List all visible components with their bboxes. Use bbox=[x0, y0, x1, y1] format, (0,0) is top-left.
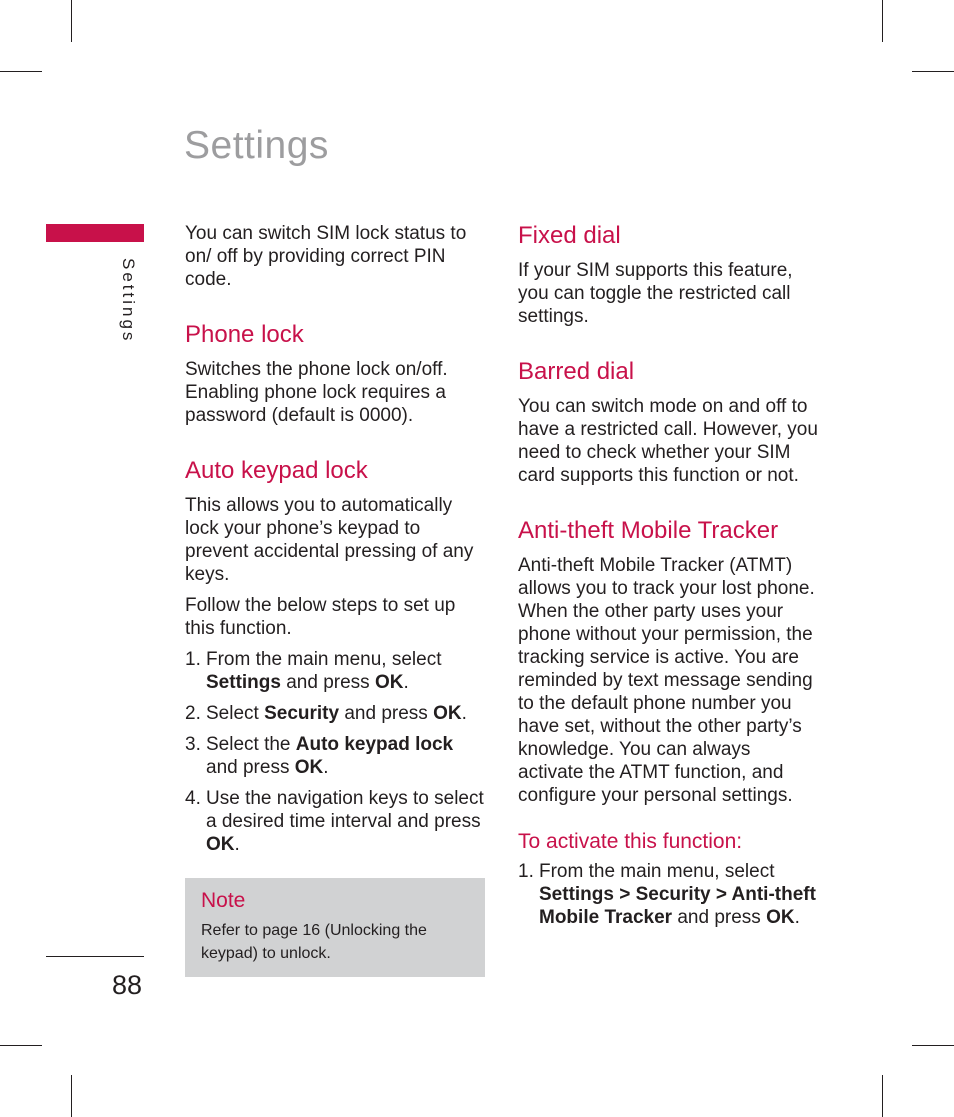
step-number: 4. bbox=[185, 788, 201, 809]
section-heading-barred-dial: Barred dial bbox=[518, 358, 635, 385]
step-text: . bbox=[403, 672, 409, 693]
step-number: 1. bbox=[518, 861, 534, 882]
crop-mark bbox=[912, 1045, 954, 1046]
step-text: and press bbox=[206, 757, 295, 778]
step-text: Use the navigation keys to select a desired time interval and press bbox=[206, 788, 484, 832]
section-heading-fixed-dial: Fixed dial bbox=[518, 222, 621, 249]
section-heading-auto-keypad-lock: Auto keypad lock bbox=[185, 457, 368, 484]
step-text: and press bbox=[280, 672, 375, 693]
step-number: 3. bbox=[185, 734, 201, 755]
footer-rule bbox=[46, 956, 144, 957]
step-text: . bbox=[234, 834, 240, 855]
step-text: Select the bbox=[206, 734, 296, 755]
activate-subheading: To activate this function: bbox=[518, 830, 743, 853]
note-box bbox=[185, 878, 485, 977]
right-column bbox=[518, 222, 818, 937]
step-item bbox=[185, 702, 485, 725]
left-column bbox=[185, 222, 485, 977]
step-item bbox=[518, 860, 818, 929]
barred-dial-text: You can switch mode on and off to have a restricted call. However, you need to check whether your SIM card supports this function or not. bbox=[518, 396, 818, 486]
step-text: . bbox=[461, 703, 467, 724]
step-number: 2. bbox=[185, 703, 201, 724]
key-term: OK bbox=[433, 703, 462, 724]
step-item bbox=[185, 648, 485, 694]
steps-list bbox=[185, 648, 485, 856]
step-text: From the main menu, select bbox=[539, 861, 775, 882]
step-text: . bbox=[794, 907, 800, 928]
menu-term: Settings bbox=[206, 672, 281, 693]
crop-mark bbox=[0, 1045, 42, 1046]
crop-mark bbox=[0, 71, 42, 72]
page-title: Settings bbox=[184, 124, 329, 167]
atmt-text: Anti-theft Mobile Tracker (ATMT) allows you to track your lost phone. When the other party uses your phone without your permission, the tracking service is active. You are reminded by text message sending to the default phone number you have set, without the other party’s knowledge. You can always activate the ATMT function, and configure your personal settings. bbox=[518, 555, 815, 806]
phone-lock-text: Switches the phone lock on/off. Enabling phone lock requires a password (default is 0000). bbox=[185, 359, 448, 426]
page-number: 88 bbox=[112, 970, 143, 1000]
section-heading-atmt: Anti-theft Mobile Tracker bbox=[518, 517, 779, 544]
menu-term: Security bbox=[264, 703, 340, 724]
step-text: From the main menu, select bbox=[206, 649, 442, 670]
step-text: . bbox=[323, 757, 329, 778]
step-item bbox=[185, 787, 485, 856]
step-text: and press bbox=[672, 907, 767, 928]
side-tab-bar bbox=[46, 224, 144, 242]
crop-mark bbox=[912, 71, 954, 72]
menu-term: Auto keypad lock bbox=[295, 734, 454, 755]
side-tab-label: Settings bbox=[119, 258, 138, 344]
key-term: OK bbox=[294, 757, 324, 778]
crop-mark bbox=[882, 0, 883, 42]
key-term: OK bbox=[206, 834, 235, 855]
intro-text: You can switch SIM lock status to on/ off by providing correct PIN code. bbox=[185, 223, 467, 290]
note-text: Refer to page 16 (Unlocking the keypad) to unlock. bbox=[201, 922, 427, 962]
fixed-dial-text: If your SIM supports this feature, you can toggle the restricted call settings. bbox=[518, 260, 793, 327]
auto-keypad-steps-intro: Follow the below steps to set up this function. bbox=[185, 595, 456, 639]
section-heading-phone-lock: Phone lock bbox=[185, 321, 304, 348]
menu-term: Settings > Security > Anti-theft Mobile Tracker bbox=[539, 884, 816, 928]
crop-mark bbox=[71, 0, 72, 42]
step-text: Select bbox=[206, 703, 265, 724]
crop-mark bbox=[882, 1075, 883, 1117]
crop-mark bbox=[71, 1075, 72, 1117]
step-text: and press bbox=[339, 703, 434, 724]
step-item bbox=[185, 733, 485, 779]
auto-keypad-text: This allows you to automatically lock your phone’s keypad to prevent accidental pressing of any keys. bbox=[185, 495, 474, 585]
note-heading: Note bbox=[201, 889, 246, 912]
key-term: OK bbox=[374, 672, 404, 693]
key-term: OK bbox=[766, 907, 795, 928]
step-number: 1. bbox=[185, 649, 201, 670]
atmt-steps-list bbox=[518, 860, 818, 929]
